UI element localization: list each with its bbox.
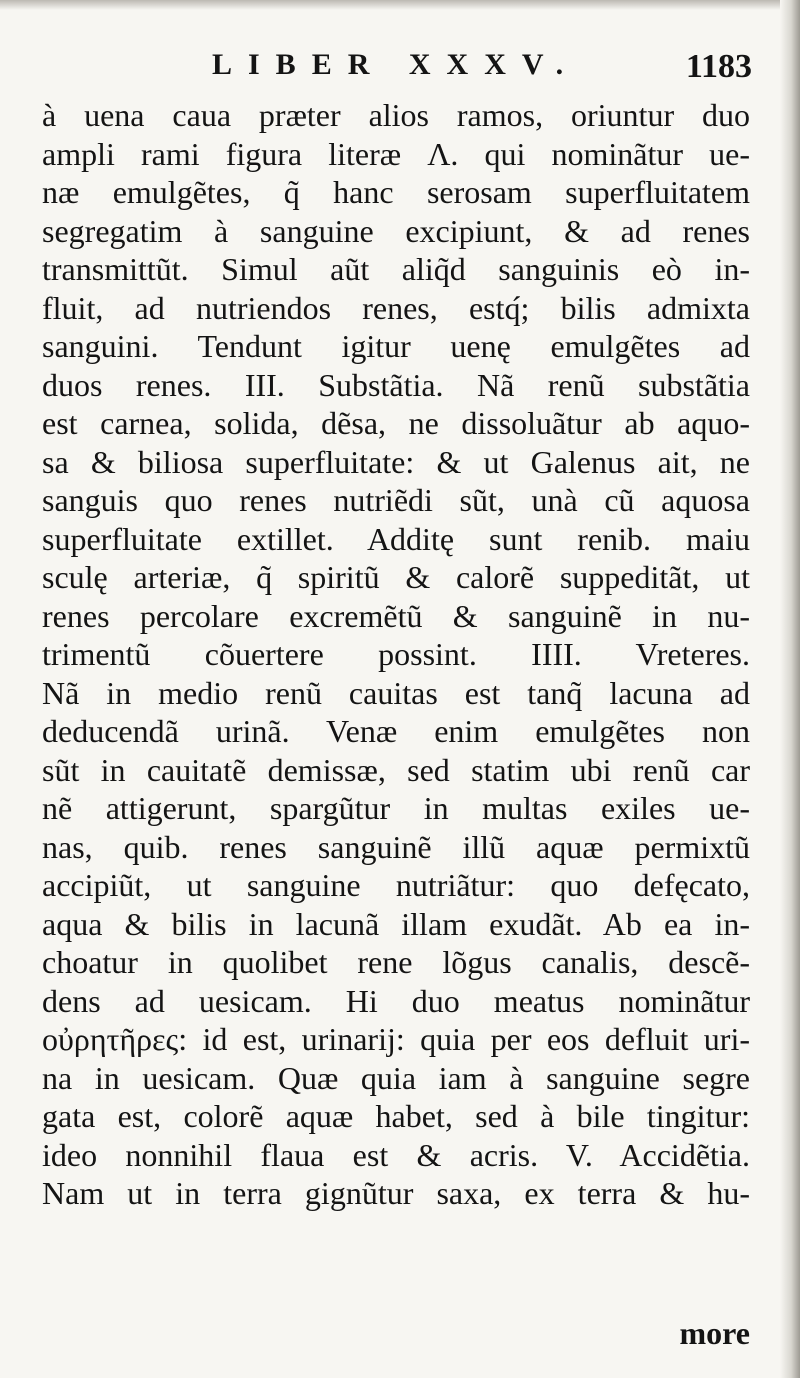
text-line: deducendã urinã. Venæ enim emulgẽtes non: [42, 713, 750, 749]
text-line: Nã in medio renũ cauitas est tanq̃ lacuna ad: [42, 674, 750, 711]
text-line: sũt in cauitatẽ demissæ, sed statim ubi renũ car: [42, 751, 750, 788]
text-line: gata est, colorẽ aquæ habet, sed à bile tingitur:: [42, 1098, 750, 1134]
page-number: 1183: [685, 48, 752, 85]
text-line: οὐρητῆρες: id est, urinarij: quia per eos defluit uri-: [42, 1021, 750, 1057]
text-line: dens ad uesicam. Hi duo meatus nominãtur: [42, 982, 750, 1019]
text-line: sanguis quo renes nutriẽdi sũt, unà cũ aquosa: [42, 482, 750, 518]
text-line: aqua & bilis in lacunã illam exudãt. Ab ea in-: [42, 905, 750, 942]
body-text: [42, 96, 750, 1213]
text-line: ideo nonnihil flaua est & acris. V. Accidẽtia.: [42, 1136, 750, 1173]
text-line: sanguini. Tendunt igitur uenę emulgẽtes ad: [42, 328, 750, 364]
text-line: nas, quib. renes sanguinẽ illũ aquæ permixtũ: [42, 828, 750, 865]
text-line: ampli rami figura literæ Λ. qui nominãtur ue-: [42, 135, 750, 172]
text-line: fluit, ad nutriendos renes, estq́; bilis admixta: [42, 289, 750, 326]
text-line: superfluitate extillet. Additę sunt renib. maiu: [42, 520, 750, 557]
page-right-edge: [780, 0, 800, 1378]
text-line: segregatim à sanguine excipiunt, & ad renes: [42, 212, 750, 249]
text-line: renes percolare excremẽtũ & sanguinẽ in nu-: [42, 597, 750, 634]
running-head: LIBER XXXV.: [212, 48, 580, 81]
text-line: trimentũ cõuertere possint. IIII. Vreteres.: [42, 636, 750, 672]
text-line: na in uesicam. Quæ quia iam à sanguine segre: [42, 1059, 750, 1096]
text-line: transmittũt. Simul aũt aliq̃d sanguinis eò in-: [42, 251, 750, 287]
page-header: [212, 48, 752, 98]
text-line: accipiũt, ut sanguine nutriãtur: quo defęcato,: [42, 867, 750, 903]
text-line: choatur in quolibet rene lõgus canalis, descẽ-: [42, 944, 750, 980]
text-line: sa & biliosa superfluitate: & ut Galenus ait, ne: [42, 443, 750, 480]
catchword: more: [679, 1315, 750, 1351]
text-line: Nam ut in terra gignũtur saxa, ex terra & hu-: [42, 1175, 750, 1211]
text-line: sculę arteriæ, q̃ spiritũ & calorẽ suppeditãt, ut: [42, 559, 750, 595]
text-line: nẽ attigerunt, spargũtur in multas exiles ue-: [42, 790, 750, 826]
text-line: à uena caua præter alios ramos, oriuntur duo: [42, 97, 750, 133]
page-top-edge: [0, 0, 800, 10]
text-line: duos renes. III. Substãtia. Nã renũ substãtia: [42, 366, 750, 403]
text-line: est carnea, solida, dẽsa, ne dissoluãtur ab aquo-: [42, 405, 750, 441]
text-line: næ emulgẽtes, q̃ hanc serosam superfluitatem: [42, 174, 750, 210]
